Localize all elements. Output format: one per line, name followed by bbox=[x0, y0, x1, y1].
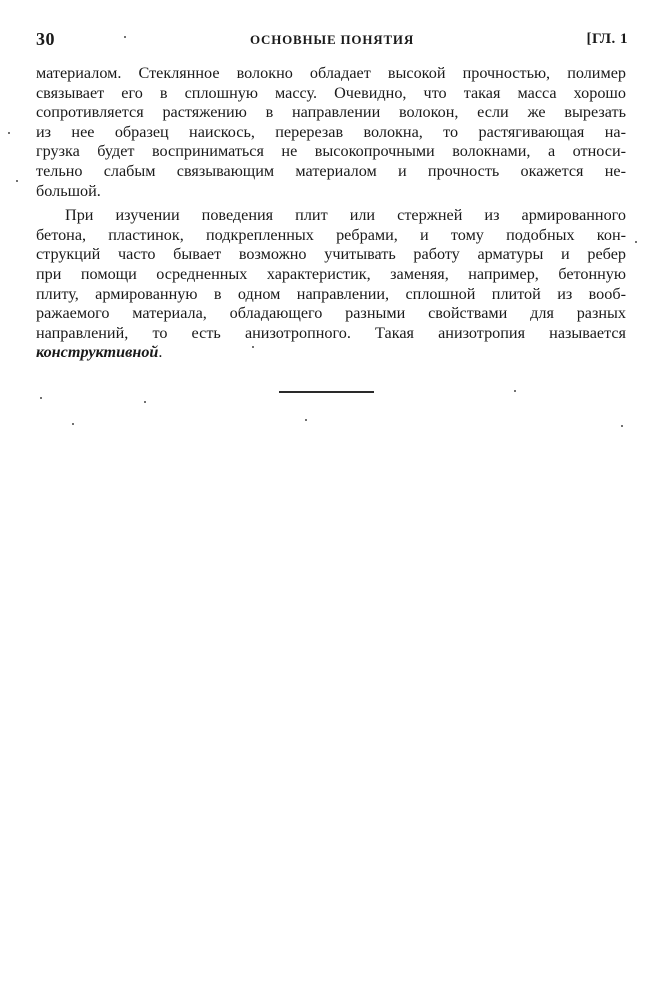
text-line: при помощи осредненных характеристик, заменяя, например, бетонную bbox=[36, 264, 626, 283]
text-line: материалом. Стеклянное волокно обладает высокой прочностью, полимер bbox=[36, 64, 626, 82]
text-line: При изучении поведения плит или стержней из армированного bbox=[65, 206, 626, 225]
scan-speck bbox=[305, 419, 307, 421]
paragraph-1 bbox=[36, 64, 626, 201]
text-line: связывает его в сплошную массу. Очевидно, что такая масса хорошо bbox=[36, 83, 626, 102]
text-line: струкций часто бывает возможно учитывать работу арматуры и ребер bbox=[36, 245, 626, 264]
final-punctuation: . bbox=[158, 343, 163, 362]
scan-speck bbox=[16, 180, 18, 182]
scan-speck bbox=[40, 397, 42, 399]
scan-speck bbox=[252, 346, 254, 348]
text-line: из нее образец наискось, перерезав волокна, то растягивающая на- bbox=[36, 122, 626, 141]
text-line: сопротивляется растяжению в направлении волокон, если же вырезать bbox=[36, 103, 626, 122]
text-line: плиту, армированную в одном направлении, сплошной плитой из вооб- bbox=[36, 284, 626, 303]
text-line: ражаемого материала, обладающего разными свойствами для разных bbox=[36, 304, 626, 323]
scan-speck bbox=[635, 241, 637, 243]
chapter-reference: [ГЛ. 1 bbox=[586, 31, 628, 47]
paragraph-2 bbox=[36, 206, 626, 363]
scan-speck bbox=[144, 401, 146, 403]
text-line: грузка будет восприниматься не высокопрочными волокнами, а относи- bbox=[36, 142, 626, 161]
scan-speck bbox=[514, 390, 516, 392]
text-line: большой. bbox=[36, 181, 101, 200]
text-line: тельно слабым связывающим материалом и прочность окажется не- bbox=[36, 161, 626, 180]
emphasized-term: конструктивной bbox=[36, 343, 159, 362]
page-number: 30 bbox=[36, 29, 55, 49]
running-head: ОСНОВНЫЕ ПОНЯТИЯ bbox=[249, 32, 415, 47]
text-line: бетона, пластинок, подкрепленных ребрами, и тому подобных кон- bbox=[36, 225, 626, 244]
body-text bbox=[36, 64, 626, 363]
text-line-final bbox=[36, 343, 626, 363]
scan-speck bbox=[124, 36, 126, 38]
scan-speck bbox=[8, 132, 10, 134]
scan-speck bbox=[621, 425, 623, 427]
scan-speck bbox=[72, 423, 74, 425]
text-line: направлений, то есть анизотропного. Такая анизотропия называется bbox=[36, 323, 626, 342]
section-end-rule bbox=[279, 391, 374, 393]
page-header bbox=[36, 29, 628, 51]
